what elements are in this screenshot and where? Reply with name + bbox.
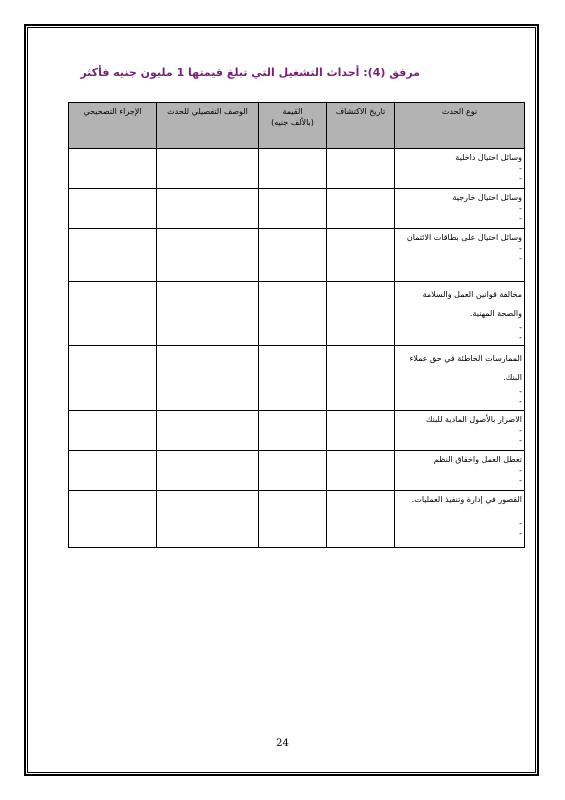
table-row bbox=[69, 491, 525, 548]
dash-marker: - bbox=[519, 214, 522, 223]
discovery-date-cell bbox=[327, 189, 395, 229]
value-cell bbox=[259, 229, 327, 282]
operational-events-table bbox=[68, 102, 525, 548]
table-row bbox=[69, 149, 525, 189]
table-row bbox=[69, 189, 525, 229]
corrective-action-cell bbox=[69, 411, 157, 451]
dash-marker: - bbox=[519, 244, 522, 253]
dash-marker: - bbox=[519, 466, 522, 475]
discovery-date-cell bbox=[327, 229, 395, 282]
dash-marker: - bbox=[519, 397, 522, 406]
dash-marker: - bbox=[519, 174, 522, 183]
table-row bbox=[69, 229, 525, 282]
description-cell bbox=[157, 411, 259, 451]
dash-marker: - bbox=[519, 323, 522, 332]
discovery-date-cell bbox=[327, 346, 395, 411]
description-cell bbox=[157, 346, 259, 411]
page-number: 24 bbox=[276, 738, 289, 749]
event-type-label: الممارسات الخاطئة في حق عملاء البنك. bbox=[409, 354, 522, 382]
dash-marker: - bbox=[519, 333, 522, 342]
event-type-label: وسائل احتيال خارجية bbox=[452, 193, 522, 202]
dash-marker: - bbox=[519, 426, 522, 435]
event-type-label: الاضرار بالأصول المادية للبنك bbox=[425, 415, 522, 424]
corrective-action-cell bbox=[69, 189, 157, 229]
corrective-action-cell bbox=[69, 491, 157, 548]
header-discovery-date: تاريخ الاكتشاف bbox=[327, 103, 395, 149]
dash-marker: - bbox=[519, 204, 522, 213]
table-row bbox=[69, 282, 525, 346]
value-cell bbox=[259, 451, 327, 491]
header-description: الوصف التفصيلي للحدث bbox=[157, 103, 259, 149]
dash-marker: - bbox=[519, 519, 522, 528]
description-cell bbox=[157, 451, 259, 491]
value-cell bbox=[259, 149, 327, 189]
corrective-action-cell bbox=[69, 229, 157, 282]
event-type-label: تعطل العمل واخفاق النظم bbox=[433, 455, 522, 464]
header-corrective-action: الإجراء التصحيحي bbox=[69, 103, 157, 149]
discovery-date-cell bbox=[327, 282, 395, 346]
value-cell bbox=[259, 491, 327, 548]
description-cell bbox=[157, 189, 259, 229]
table-row bbox=[69, 411, 525, 451]
event-type-label: مخالفة قوانين العمل والسلامة والصحة المهنية. bbox=[422, 290, 522, 318]
corrective-action-cell bbox=[69, 149, 157, 189]
event-type-cell bbox=[395, 346, 525, 411]
discovery-date-cell bbox=[327, 491, 395, 548]
description-cell bbox=[157, 282, 259, 346]
value-cell bbox=[259, 346, 327, 411]
dash-marker: - bbox=[519, 476, 522, 485]
description-cell bbox=[157, 149, 259, 189]
table-row bbox=[69, 451, 525, 491]
dash-marker: - bbox=[519, 436, 522, 445]
value-cell bbox=[259, 411, 327, 451]
header-value-label: القيمة bbox=[282, 107, 303, 116]
event-type-label: وسائل احتيال على بطاقات الائتمان bbox=[406, 233, 522, 242]
header-value bbox=[259, 103, 327, 149]
value-cell bbox=[259, 189, 327, 229]
dash-marker: - bbox=[519, 529, 522, 538]
dash-marker: - bbox=[519, 254, 522, 263]
event-type-label: وسائل احتيال داخلية bbox=[455, 153, 522, 162]
value-cell bbox=[259, 282, 327, 346]
description-cell bbox=[157, 491, 259, 548]
event-type-label: القصور في إدارة وتنفيذ العمليات. bbox=[411, 495, 522, 504]
dash-marker: - bbox=[519, 164, 522, 173]
event-type-cell bbox=[395, 491, 525, 548]
event-type-cell bbox=[395, 451, 525, 491]
event-type-cell bbox=[395, 149, 525, 189]
corrective-action-cell bbox=[69, 451, 157, 491]
dash-marker: - bbox=[519, 387, 522, 396]
description-cell bbox=[157, 229, 259, 282]
table-header-row bbox=[69, 103, 525, 149]
header-event-type: نوع الحدث bbox=[395, 103, 525, 149]
corrective-action-cell bbox=[69, 346, 157, 411]
event-type-cell bbox=[395, 229, 525, 282]
table-row bbox=[69, 346, 525, 411]
header-value-unit: (بالألف جنيه) bbox=[271, 118, 314, 127]
discovery-date-cell bbox=[327, 411, 395, 451]
event-type-cell bbox=[395, 282, 525, 346]
discovery-date-cell bbox=[327, 451, 395, 491]
event-type-cell bbox=[395, 189, 525, 229]
event-type-cell bbox=[395, 411, 525, 451]
discovery-date-cell bbox=[327, 149, 395, 189]
corrective-action-cell bbox=[69, 282, 157, 346]
page-title: مرفق (4): أحداث التشغيل التي تبلغ قيمتها 1 مليون جنيه فأكثر bbox=[80, 66, 420, 79]
